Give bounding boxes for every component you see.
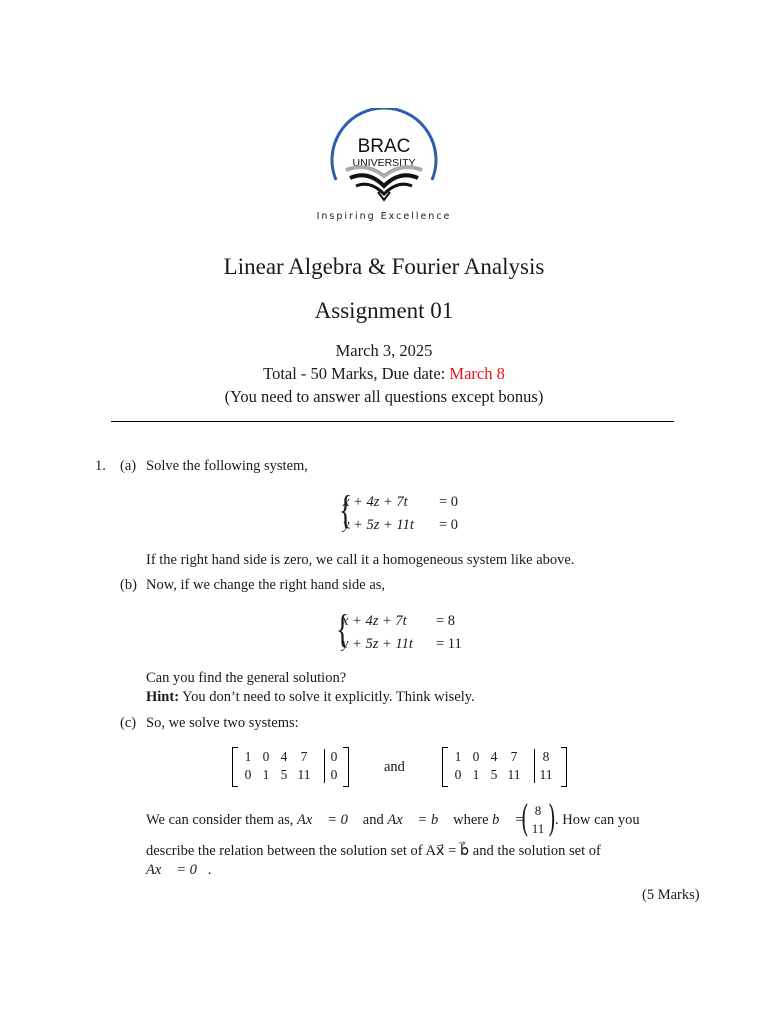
instructions-note: (You need to answer all questions except bonus) [224,387,544,406]
augment-bar [534,749,535,783]
hint-text: You don’t need to solve it explicitly. Think wisely. [182,689,475,705]
marks-line [0,364,768,384]
course-title: Linear Algebra & Fourier Analysis [223,254,545,279]
matrix-cell: 1 [244,749,252,764]
logo-tagline: Inspiring Excellence [316,211,452,222]
question-number: 1. [95,458,106,474]
part-b-eq1-rhs: = 8 [436,613,456,629]
matrix-cell: 0 [330,767,338,782]
matrix-cell: 7 [510,749,518,764]
part-c-explanation-line1 [146,812,524,829]
matrix-cell: 11 [507,767,521,782]
part-b-eq2-lhs: y + 5z + 11t [342,636,413,652]
matrix-cell: 11 [297,767,311,782]
matrix-left-bracket [442,747,448,787]
due-date: March 8 [449,364,505,383]
part-c-explanation-end: . How can you [555,812,640,828]
matrix-cell: 4 [490,749,498,764]
left-brace: { [335,606,350,651]
matrix-right-bracket [561,747,567,787]
marks-text: Total - 50 Marks, Due date: [263,364,446,383]
part-a-text: Solve the following system, [146,458,308,474]
matrix-cell: 4 [280,749,288,764]
part-a-eq2-rhs: = 0 [439,517,459,533]
b-vector-definition: b⃗ = [492,812,525,828]
part-a-system [336,487,476,538]
and-connector: and [384,759,405,775]
augment-bar [324,749,325,783]
assignment-title: Assignment 01 [314,298,454,323]
b-column-vector [521,801,555,839]
matrix-cell: 1 [472,767,480,782]
homogeneous-equation: Ax⃗ = 0⃗ [297,812,360,828]
matrix-left-bracket [232,747,238,787]
hint-label: Hint: [146,689,180,705]
part-c-text: So, we solve two systems: [146,715,299,731]
matrix-cell: 0 [262,749,270,764]
paren-left: ( [521,799,529,840]
consider-text: We can consider them as, [146,812,294,828]
paren-right: ) [548,799,556,840]
matrix-cell: 5 [490,767,498,782]
logo-university-text: UNIVERSITY [352,157,416,169]
matrix-cell: 11 [539,767,553,782]
part-b-text: Now, if we change the right hand side as, [146,577,386,593]
part-b-system [333,606,478,657]
question-marks: (5 Marks) [642,887,700,903]
part-a-eq1-lhs: x + 4z + 7t [343,494,408,510]
part-a-note: If the right hand side is zero, we call it a homogeneous system like above. [146,552,575,568]
part-b-label: (b) [120,577,137,593]
part-c-explanation-line2: describe the relation between the solution set of Ax⃗ = b⃗ and the solution set of [146,843,601,859]
matrix-cell: 1 [454,749,462,764]
part-a-eq1-rhs: = 0 [439,494,459,510]
matrix-cell: 1 [262,767,270,782]
assignment-date: March 3, 2025 [335,341,433,360]
matrix-cell: 5 [280,767,288,782]
augmented-matrix-2 [442,747,568,785]
part-b-eq1-lhs: x + 4z + 7t [342,613,407,629]
and-word: and [362,812,384,828]
part-c-explanation-line3: Ax⃗ = 0⃗. [146,862,212,878]
matrix-cell: 0 [472,749,480,764]
part-a-label: (a) [120,458,137,474]
matrix-right-bracket [343,747,349,787]
part-b-question: Can you find the general solution? [146,670,347,686]
header-divider [111,421,674,422]
matrix-cell: 0 [454,767,462,782]
part-b-eq2-rhs: = 11 [436,636,462,652]
nonhomogeneous-equation: Ax⃗ = b⃗ [387,812,450,828]
left-brace: { [338,487,353,532]
logo-brac-text: BRAC [357,136,411,157]
part-a-eq2-lhs: y + 5z + 11t [343,517,414,533]
matrix-cell: 7 [300,749,308,764]
matrix-cell: 8 [542,749,550,764]
logo-emblem [322,108,446,212]
where-word: where [453,812,489,828]
vector-entry-top: 8 [534,803,542,818]
part-b-hint [146,689,475,706]
university-logo [322,108,446,228]
matrix-cell: 0 [244,767,252,782]
augmented-matrix-1 [232,747,350,785]
matrix-cell: 0 [330,749,338,764]
vector-entry-bottom: 11 [531,821,545,836]
part-c-label: (c) [120,715,137,731]
